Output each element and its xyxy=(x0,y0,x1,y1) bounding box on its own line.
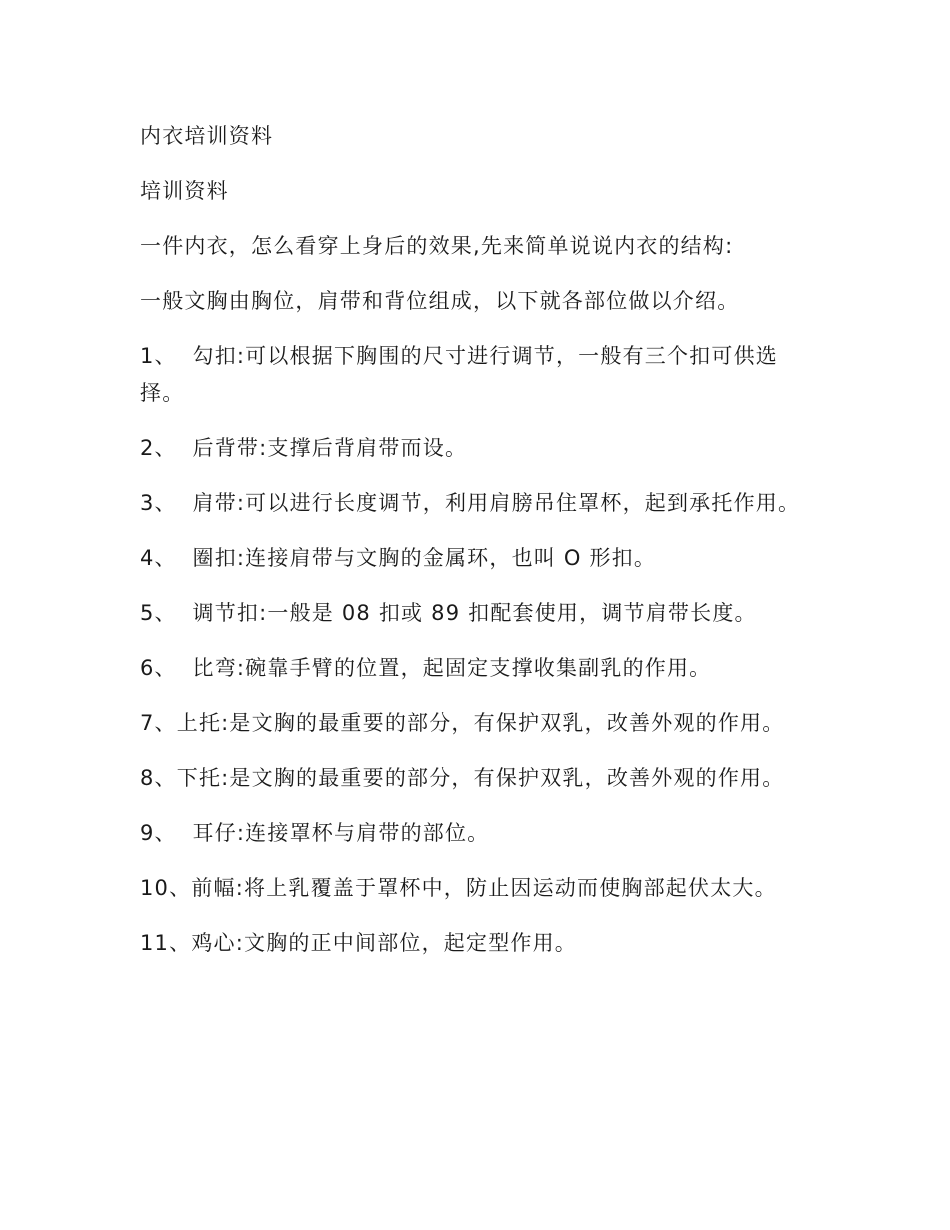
list-item-2: 2、 后背带:支撑后背肩带而设。 xyxy=(140,436,468,460)
list-item-7: 7、上托:是文胸的最重要的部分，有保护双乳，改善外观的作用。 xyxy=(140,711,785,735)
list-item-4: 4、 圈扣:连接肩带与文胸的金属环，也叫 O 形扣。 xyxy=(140,546,657,570)
document-title: 内衣培训资料 xyxy=(140,124,274,148)
list-item-8: 8、下托:是文胸的最重要的部分，有保护双乳，改善外观的作用。 xyxy=(140,766,785,790)
list-item-9: 9、 耳仔:连接罩杯与肩带的部位。 xyxy=(140,821,490,845)
list-item-1: 1、 勾扣:可以根据下胸围的尺寸进行调节，一般有三个扣可供选择。 xyxy=(140,344,778,405)
document-subtitle: 培训资料 xyxy=(140,179,229,203)
list-item-10: 10、前幅:将上乳覆盖于罩杯中，防止因运动而使胸部起伏太大。 xyxy=(140,876,777,900)
list-item-5: 5、 调节扣:一般是 08 扣或 89 扣配套使用，调节肩带长度。 xyxy=(140,601,757,625)
intro-paragraph-2: 一般文胸由胸位，肩带和背位组成，以下就各部位做以介绍。 xyxy=(140,289,740,313)
list-item-6: 6、 比弯:碗靠手臂的位置，起固定支撑收集副乳的作用。 xyxy=(140,656,712,680)
list-item-11: 11、鸡心:文胸的正中间部位，起定型作用。 xyxy=(140,931,577,955)
list-item-3: 3、 肩带:可以进行长度调节，利用肩膀吊住罩杯，起到承托作用。 xyxy=(140,491,801,515)
intro-paragraph-1: 一件内衣，怎么看穿上身后的效果,先来简单说说内衣的结构: xyxy=(140,234,734,258)
